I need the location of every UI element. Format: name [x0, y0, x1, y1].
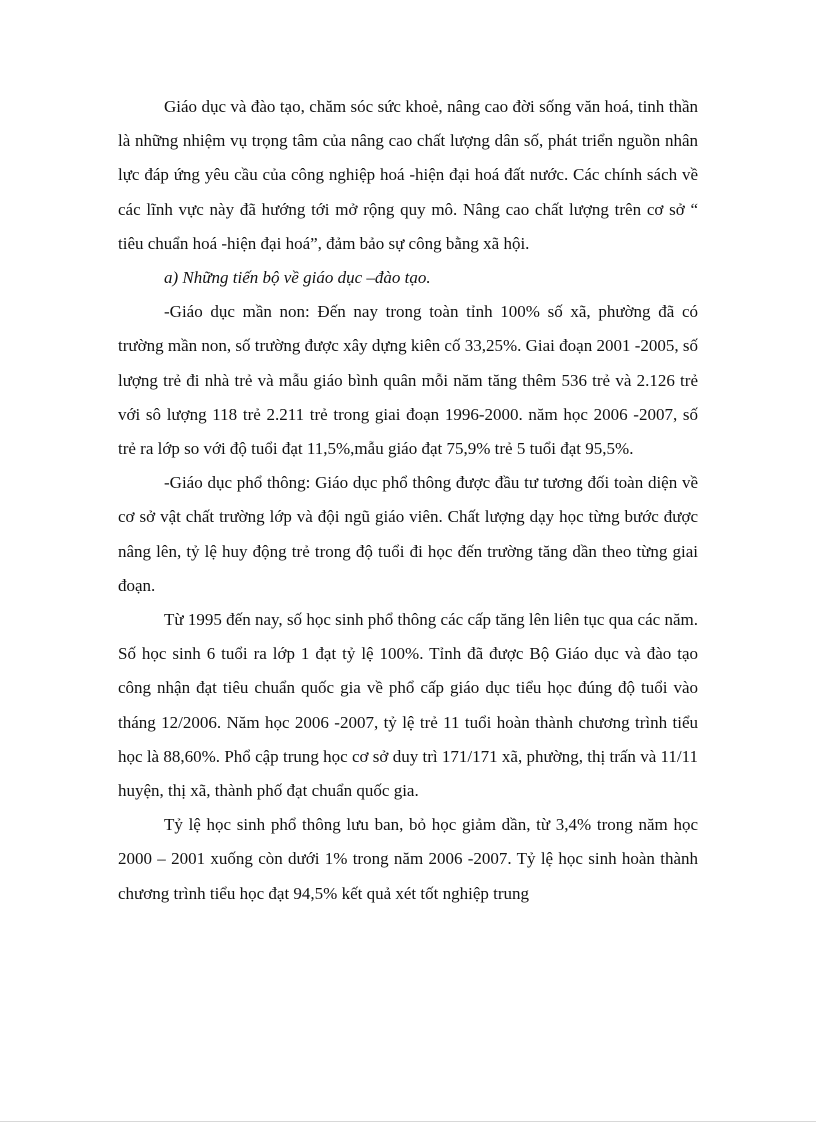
paragraph-intro: Giáo dục và đào tạo, chăm sóc sức khoẻ, nâng cao đời sống văn hoá, tinh thần là những nhiệm vụ trọng tâm của nâng cao chất lượng dân số, phát triển nguồn nhân lực đáp ứng yêu cầu của công nghiệp hoá -hiện đại hoá đất nước. Các chính sách về các lĩnh vực này đã hướng tới mở rộng quy mô. Nâng cao chất lượng trên cơ sở “ tiêu chuẩn hoá -hiện đại hoá”, đảm bảo sự công bằng xã hội. [118, 97, 698, 253]
section-heading: a) Những tiến bộ về giáo dục –đào tạo. [164, 268, 431, 288]
paragraph-general-education: -Giáo dục phổ thông: Giáo dục phổ thông được đầu tư tương đối toàn diện về cơ sở vật chất trường lớp và đội ngũ giáo viên. Chất lượng dạy học từng bước được nâng lên, tỷ lệ huy động trẻ trong độ tuổi đi học đến trường tăng dần theo từng giai đoạn. [118, 473, 698, 595]
paragraph-student-growth: Từ 1995 đến nay, số học sinh phổ thông các cấp tăng lên liên tục qua các năm. Số học sinh 6 tuổi ra lớp 1 đạt tỷ lệ 100%. Tỉnh đã được Bộ Giáo dục và đào tạo công nhận đạt tiêu chuẩn quốc gia về phổ cấp giáo dục tiểu học đúng độ tuổi vào tháng 12/2006. Năm học 2006 -2007, tỷ lệ trẻ 11 tuổi hoàn thành chương trình tiểu học là 88,60%. Phổ cập trung học cơ sở duy trì 171/171 xã, phường, thị trấn và 11/11 huyện, thị xã, thành phố đạt chuẩn quốc gia. [118, 610, 698, 801]
document-body [118, 0, 698, 911]
paragraph-preschool: -Giáo dục mần non: Đến nay trong toàn tỉnh 100% số xã, phường đã có trường mần non, số trường được xây dựng kiên cố 33,25%. Giai đoạn 2001 -2005, số lượng trẻ đi nhà trẻ và mẫu giáo bình quân mỗi năm tăng thêm 536 trẻ và 2.126 trẻ với sô lượng 118 trẻ 2.211 trẻ trong giai đoạn 1996-2000. năm học 2006 -2007, số trẻ ra lớp so với độ tuổi đạt 11,5%,mẫu giáo đạt 75,9% trẻ 5 tuổi đạt 95,5%. [118, 302, 698, 459]
paragraph-dropout-rate: Tỷ lệ học sinh phổ thông lưu ban, bỏ học giảm dần, từ 3,4% trong năm học 2000 – 2001 xuống còn dưới 1% trong năm 2006 -2007. Tỷ lệ học sinh hoàn thành chương trình tiểu học đạt 94,5% kết quả xét tốt nghiệp trung [118, 815, 698, 903]
page-bottom-divider [0, 1121, 816, 1122]
